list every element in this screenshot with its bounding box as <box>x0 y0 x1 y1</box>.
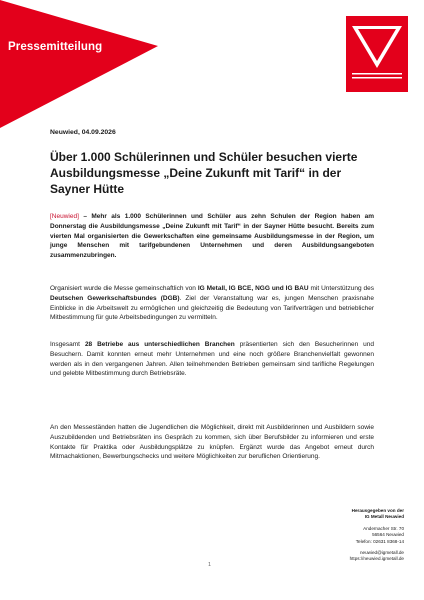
sender-phone: Telefon: 02631 8368-14 <box>355 538 404 544</box>
paragraph-organizers <box>50 284 374 323</box>
location-tag: [Neuwied] <box>50 213 79 220</box>
headline: Über 1.000 Schülerinnen und Schüler besuchen vierte Ausbildungsmesse „Deine Zukunft mit Tarif“ in der Sayner Hütte <box>50 150 358 196</box>
p1-text-c: mit Unterstützung des <box>308 285 374 292</box>
sender-website[interactable]: https://neuwied.igmetall.de <box>349 556 404 562</box>
paragraph-stands: An den Messeständen hatten die Jugendlichen die Möglichkeit, direkt mit Ausbilderinnen und Ausbildern sowie Auszubildenden und Betriebsräten ins Gespräch zu kommen, sich über Berufsbilder zu informieren und erste Kontakte für Praktika oder Ausbildungsplätze zu knüpfen. Ergänzt wurde das Angebot erneut durch Mitmachaktionen, Bewerbungschecks und weitere Möglichkeiten zur beruflichen Orientierung. <box>50 424 374 461</box>
p2-companies: 28 Betriebe aus unterschiedlichen Branchen <box>84 341 235 348</box>
p2-text-c: präsentierten sich den Besucherinnen und Besuchern. Damit konnten erneut mehr Unternehmen und eine noch größere Branchenvielfalt gewonnen werden als in den vergangenen Jahren. Allen teilnehmenden Betrieben gemeinsam sind tarifliche Regelungen und gelebte Mitbestimmung durch Betriebsräte. <box>50 341 374 378</box>
ig-metall-logo <box>346 16 408 92</box>
banner-label: Pressemitteilung <box>8 41 103 53</box>
sender-street: Andernacher Str. 70 <box>363 525 404 531</box>
paragraph-exhibitors <box>50 340 374 379</box>
p2-text-a: Insgesamt <box>50 341 85 348</box>
sender-heading-2: IG Metall Neuwied <box>364 514 404 520</box>
p1-text-a: Organisiert wurde die Messe gemeinschaftlich von <box>50 285 198 292</box>
sender-email[interactable]: neuwied@igmetall.de <box>360 550 404 556</box>
lead-paragraph <box>50 212 374 261</box>
sender-city: 56564 Neuwied <box>372 532 404 538</box>
sender-info <box>350 508 404 563</box>
sender-heading-1: Herausgegeben von der <box>351 508 404 513</box>
p1-text-e: . Ziel der Veranstaltung war es, jungen Menschen praxisnahe Einblicke in die Arbeitswelt zu ermöglichen und gleichzeitig die Bedeutung von Tarifverträgen und betrieblicher Mitbestimmung für gute Arbeitsbedingungen zu vermitteln. <box>50 294 374 322</box>
lead-text: – Mehr als 1.000 Schülerinnen und Schüler aus zehn Schulen der Region haben am Donnerstag die Ausbildungsmesse „Deine Zukunft mit Tarif“ in der Sayner Hütte besucht. Bereits zum vierten Mal organisierten die Gewerkschaften eine gemeinsame Ausbildungsmesse in der Region, um junge Menschen mit tarifgebundenen Unternehmen und deren Ausbildungsangeboten zusammenzubringen. <box>50 213 374 260</box>
page-number: 1 <box>208 562 212 568</box>
banner-triangle <box>0 0 160 130</box>
igm-logo-icon <box>346 16 408 92</box>
press-date: Neuwied, 04.09.2026 <box>50 129 116 136</box>
p1-unions: IG Metall, IG BCE, NGG und IG BAU <box>197 285 309 292</box>
p1-dgb: Deutschen Gewerkschaftsbundes (DGB) <box>50 294 180 302</box>
press-release-banner <box>0 0 160 130</box>
